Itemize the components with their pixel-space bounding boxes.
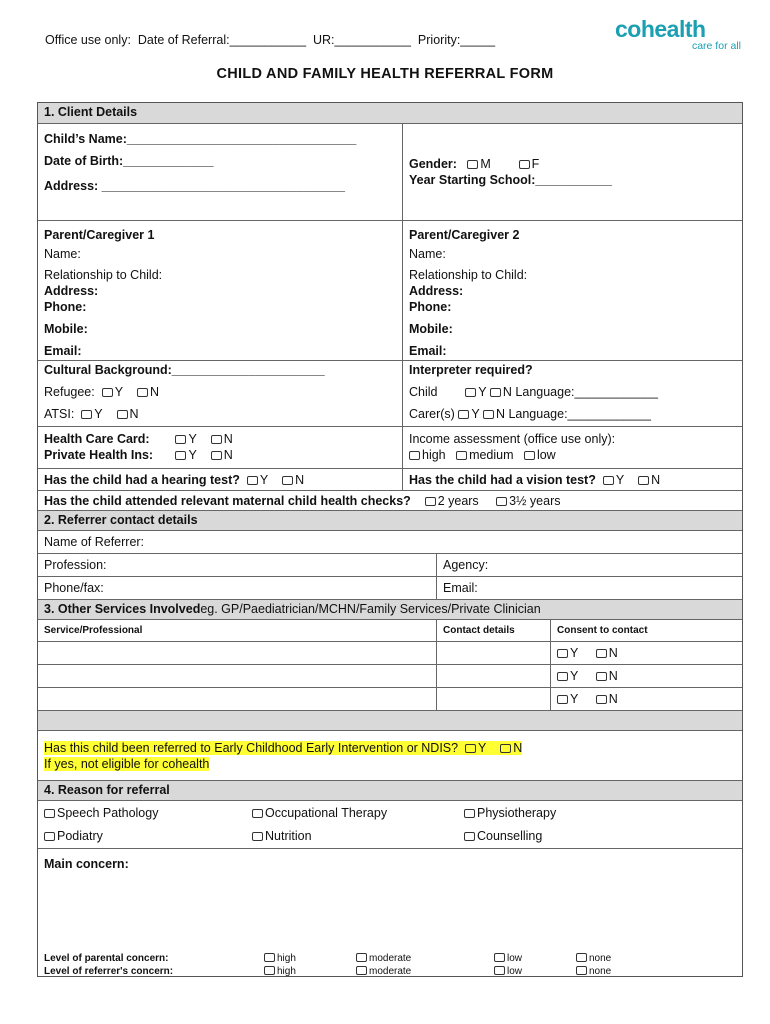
- referrer-high-checkbox[interactable]: [264, 966, 275, 975]
- health-card-label: Health Care Card:: [44, 432, 150, 446]
- logo-tagline: care for all: [691, 40, 741, 52]
- counselling-label: Counselling: [477, 829, 543, 843]
- parent2-title: Parent/Caregiver 2: [409, 228, 520, 242]
- year-school-field[interactable]: Year Starting School:___________: [409, 173, 612, 187]
- ndis-question-text: Has this child been referred to Early Childhood Early Intervention or NDIS?: [44, 741, 459, 755]
- referral-form: [37, 102, 743, 977]
- services-section-hint: eg. GP/Paediatrician/MCHN/Family Services/Private Clinician: [200, 602, 541, 616]
- private-ins-field: [44, 447, 396, 463]
- vision-test-field: [402, 469, 742, 490]
- gender-f-label: F: [531, 157, 540, 171]
- agency-field[interactable]: Agency:: [436, 554, 742, 576]
- gender-field: [409, 156, 736, 172]
- col-contact: Contact details: [436, 620, 550, 641]
- private-ins-label: Private Health Ins:: [44, 448, 154, 462]
- tests-row: [38, 468, 742, 490]
- parental-concern-label: Level of parental concern:: [44, 953, 169, 964]
- services-row: [38, 664, 742, 687]
- ndis-n-checkbox[interactable]: [500, 744, 511, 753]
- parent2-relationship[interactable]: Relationship to Child:: [409, 268, 528, 282]
- vision-y-checkbox[interactable]: [603, 476, 614, 485]
- maternal-35y-checkbox[interactable]: [496, 497, 507, 506]
- parent1-email[interactable]: Email:: [44, 344, 82, 358]
- consent-n-checkbox[interactable]: [596, 695, 607, 704]
- private-ins-n-label: N: [223, 448, 233, 462]
- consent-y-label: Y: [570, 669, 579, 683]
- child-n-checkbox[interactable]: [490, 388, 501, 397]
- health-card-n-checkbox[interactable]: [211, 435, 222, 444]
- private-ins-y-checkbox[interactable]: [175, 451, 186, 460]
- consent-n-checkbox[interactable]: [596, 649, 607, 658]
- services-header-row: [38, 619, 742, 641]
- vision-n-checkbox[interactable]: [638, 476, 649, 485]
- parental-moderate-label: moderate: [369, 953, 412, 964]
- address-field[interactable]: Address: ___________________________________: [44, 179, 345, 193]
- referrer-concern-row: [44, 965, 736, 976]
- podiatry-checkbox[interactable]: [44, 832, 55, 841]
- health-card-y-checkbox[interactable]: [175, 435, 186, 444]
- parent1-phone[interactable]: Phone:: [44, 300, 87, 314]
- podiatry-label: Podiatry: [57, 829, 103, 843]
- reason-nutrition: [252, 828, 452, 844]
- referrer-low-checkbox[interactable]: [494, 966, 505, 975]
- parents-row: [38, 220, 742, 360]
- ndis-question: [44, 740, 522, 756]
- income-medium-checkbox[interactable]: [456, 451, 467, 460]
- maternal-35y-label: 3½ years: [509, 494, 561, 508]
- office-use-line: Office use only: Date of Referral:___________ UR:___________ Priority:_____: [45, 33, 496, 47]
- atsi-n-checkbox[interactable]: [117, 410, 128, 419]
- maternal-row: [38, 490, 742, 510]
- main-concern-input[interactable]: [44, 872, 736, 952]
- income-high-label: high: [422, 448, 446, 462]
- main-concern-label: Main concern:: [44, 857, 129, 871]
- income-high-checkbox[interactable]: [409, 451, 420, 460]
- section-client-details: 1. Client Details: [38, 103, 742, 123]
- service-cell[interactable]: [38, 665, 436, 687]
- form-title: CHILD AND FAMILY HEALTH REFERRAL FORM: [216, 66, 554, 82]
- speech-checkbox[interactable]: [44, 809, 55, 818]
- spacer-row: [38, 710, 742, 730]
- health-card-y-label: Y: [188, 432, 197, 446]
- logo-wordmark: cohealth: [615, 16, 706, 42]
- consent-y-checkbox[interactable]: [557, 672, 568, 681]
- child-details-row: [38, 123, 742, 220]
- services-row: [38, 687, 742, 710]
- section-referrer: 2. Referrer contact details: [38, 510, 742, 530]
- private-ins-n-checkbox[interactable]: [211, 451, 222, 460]
- section-other-services: [38, 599, 742, 619]
- private-ins-y-label: Y: [188, 448, 197, 462]
- consent-n-label: N: [608, 692, 618, 706]
- ndis-y-checkbox[interactable]: [465, 744, 476, 753]
- cohealth-logo: [615, 16, 745, 52]
- atsi-label: ATSI:: [44, 407, 75, 421]
- profession-row: [38, 553, 742, 576]
- interpreter-child: [409, 384, 736, 400]
- parent2-name[interactable]: Name:: [409, 247, 446, 261]
- interpreter-carers: [409, 406, 736, 422]
- reason-ot: [252, 805, 452, 821]
- atsi-y-checkbox[interactable]: [81, 410, 92, 419]
- consent-cell: [550, 665, 742, 687]
- parental-low-checkbox[interactable]: [494, 953, 505, 962]
- maternal-label: Has the child attended relevant maternal child health checks?: [44, 494, 411, 508]
- referrer-high-label: high: [277, 966, 296, 976]
- gender-m-checkbox[interactable]: [467, 160, 478, 169]
- service-cell[interactable]: [38, 688, 436, 710]
- col-service: Service/Professional: [44, 625, 143, 636]
- consent-y-label: Y: [570, 692, 579, 706]
- phone-fax-field[interactable]: Phone/fax:: [44, 581, 104, 595]
- parental-low-label: low: [507, 953, 523, 964]
- phone-row: [38, 576, 742, 599]
- ndis-n-label: N: [513, 741, 523, 755]
- parental-none-checkbox[interactable]: [576, 953, 587, 962]
- income-medium-label: medium: [469, 448, 514, 462]
- gender-m-label: M: [480, 157, 491, 171]
- profession-field[interactable]: Profession:: [44, 558, 107, 572]
- consent-y-label: Y: [570, 646, 579, 660]
- refugee-field: [44, 384, 396, 400]
- parental-high-label: high: [277, 953, 296, 964]
- child-y-label: Y: [478, 385, 487, 399]
- referrer-none-label: none: [589, 966, 612, 976]
- child-name-field[interactable]: Child’s Name:_________________________________: [44, 132, 357, 146]
- refugee-label: Refugee:: [44, 385, 95, 399]
- col-consent: Consent to contact: [550, 620, 742, 641]
- main-concern-row: [38, 848, 742, 976]
- atsi-field: [44, 406, 396, 422]
- health-card-field: [44, 431, 396, 447]
- hearing-test-field: [38, 469, 402, 490]
- insurance-row: [38, 426, 742, 468]
- reason-counselling: [464, 828, 736, 844]
- reason-podiatry: [44, 828, 240, 844]
- services-section-title: 3. Other Services Involved: [44, 602, 201, 616]
- hearing-label: Has the child had a hearing test?: [44, 473, 240, 487]
- ot-label: Occupational Therapy: [265, 806, 388, 820]
- section-reason: 4. Reason for referral: [38, 780, 742, 800]
- background-row: [38, 360, 742, 426]
- parent1-name[interactable]: Name:: [44, 247, 81, 261]
- contact-cell[interactable]: [436, 688, 550, 710]
- child-y-checkbox[interactable]: [465, 388, 476, 397]
- hearing-n-checkbox[interactable]: [282, 476, 293, 485]
- nutrition-label: Nutrition: [265, 829, 312, 843]
- parent1-relationship[interactable]: Relationship to Child:: [44, 268, 163, 282]
- parent2-address[interactable]: Address:: [409, 284, 464, 298]
- refugee-n-label: N: [149, 385, 159, 399]
- contact-cell[interactable]: [436, 642, 550, 664]
- maternal-2y-label: 2 years: [437, 494, 479, 508]
- atsi-y-label: Y: [94, 407, 103, 421]
- parent1-address[interactable]: Address:: [44, 284, 99, 298]
- carers-n-label: N: [495, 407, 505, 421]
- ot-checkbox[interactable]: [252, 809, 263, 818]
- income-options: [409, 447, 736, 463]
- interpreter-carers-label: Carer(s): [409, 407, 455, 421]
- carers-y-label: Y: [471, 407, 480, 421]
- referrer-name-row: [38, 530, 742, 553]
- consent-n-label: N: [608, 669, 618, 683]
- consent-n-checkbox[interactable]: [596, 672, 607, 681]
- child-language-field[interactable]: Language:____________: [515, 385, 658, 399]
- ndis-row: [38, 730, 742, 780]
- referrer-moderate-label: moderate: [369, 966, 412, 976]
- income-low-checkbox[interactable]: [524, 451, 535, 460]
- gender-label: Gender:: [409, 157, 457, 171]
- maternal-field: [38, 491, 566, 510]
- interpreter-label: Interpreter required?: [409, 363, 533, 377]
- service-cell[interactable]: [38, 642, 436, 664]
- parental-moderate-checkbox[interactable]: [356, 953, 367, 962]
- vision-n-label: N: [651, 473, 661, 487]
- income-low-label: low: [536, 448, 556, 462]
- vision-y-label: Y: [615, 473, 625, 487]
- interpreter-child-label: Child: [409, 385, 438, 399]
- refugee-y-checkbox[interactable]: [102, 388, 113, 397]
- consent-cell: [550, 642, 742, 664]
- refugee-n-checkbox[interactable]: [137, 388, 148, 397]
- hearing-y-label: Y: [259, 473, 269, 487]
- referrer-none-checkbox[interactable]: [576, 966, 587, 975]
- income-label: Income assessment (office use only):: [409, 432, 616, 446]
- speech-label: Speech Pathology: [57, 806, 159, 820]
- hearing-y-checkbox[interactable]: [247, 476, 258, 485]
- atsi-n-label: N: [129, 407, 139, 421]
- reason-options-row: [38, 800, 742, 848]
- child-n-label: N: [502, 385, 512, 399]
- parental-concern-row: [44, 952, 736, 965]
- referrer-low-label: low: [507, 966, 523, 976]
- parent1-title: Parent/Caregiver 1: [44, 228, 155, 242]
- parent2-email[interactable]: Email:: [409, 344, 447, 358]
- consent-y-checkbox[interactable]: [557, 649, 568, 658]
- parental-high-checkbox[interactable]: [264, 953, 275, 962]
- hearing-n-label: N: [295, 473, 305, 487]
- dob-field[interactable]: Date of Birth:_____________: [44, 154, 214, 168]
- carers-language-field[interactable]: Language:____________: [508, 407, 651, 421]
- consent-n-label: N: [608, 646, 618, 660]
- referrer-moderate-checkbox[interactable]: [356, 966, 367, 975]
- carers-n-checkbox[interactable]: [483, 410, 494, 419]
- referrer-email-field[interactable]: Email:: [436, 577, 742, 599]
- parent2-phone[interactable]: Phone:: [409, 300, 452, 314]
- parent2-mobile[interactable]: Mobile:: [409, 322, 453, 336]
- physio-label: Physiotherapy: [477, 806, 557, 820]
- counselling-checkbox[interactable]: [464, 832, 475, 841]
- carers-y-checkbox[interactable]: [458, 410, 469, 419]
- health-card-n-label: N: [223, 432, 233, 446]
- vision-label: Has the child had a vision test?: [409, 473, 596, 487]
- reason-physio: [464, 805, 736, 821]
- consent-y-checkbox[interactable]: [557, 695, 568, 704]
- referrer-concern-label: Level of referrer's concern:: [44, 966, 174, 976]
- cultural-field[interactable]: Cultural Background:______________________: [44, 363, 325, 377]
- ndis-note: If yes, not eligible for cohealth: [44, 757, 210, 771]
- nutrition-checkbox[interactable]: [252, 832, 263, 841]
- referrer-name-field[interactable]: Name of Referrer:: [44, 535, 145, 549]
- parent1-mobile[interactable]: Mobile:: [44, 322, 88, 336]
- physio-checkbox[interactable]: [464, 809, 475, 818]
- ndis-y-label: Y: [478, 741, 487, 755]
- services-row: [38, 641, 742, 664]
- maternal-2y-checkbox[interactable]: [425, 497, 436, 506]
- contact-cell[interactable]: [436, 665, 550, 687]
- refugee-y-label: Y: [114, 385, 124, 399]
- gender-f-checkbox[interactable]: [519, 160, 530, 169]
- ndis-block: [38, 731, 528, 780]
- parental-none-label: none: [589, 953, 612, 964]
- reason-speech: [44, 805, 240, 821]
- consent-cell: [550, 688, 742, 710]
